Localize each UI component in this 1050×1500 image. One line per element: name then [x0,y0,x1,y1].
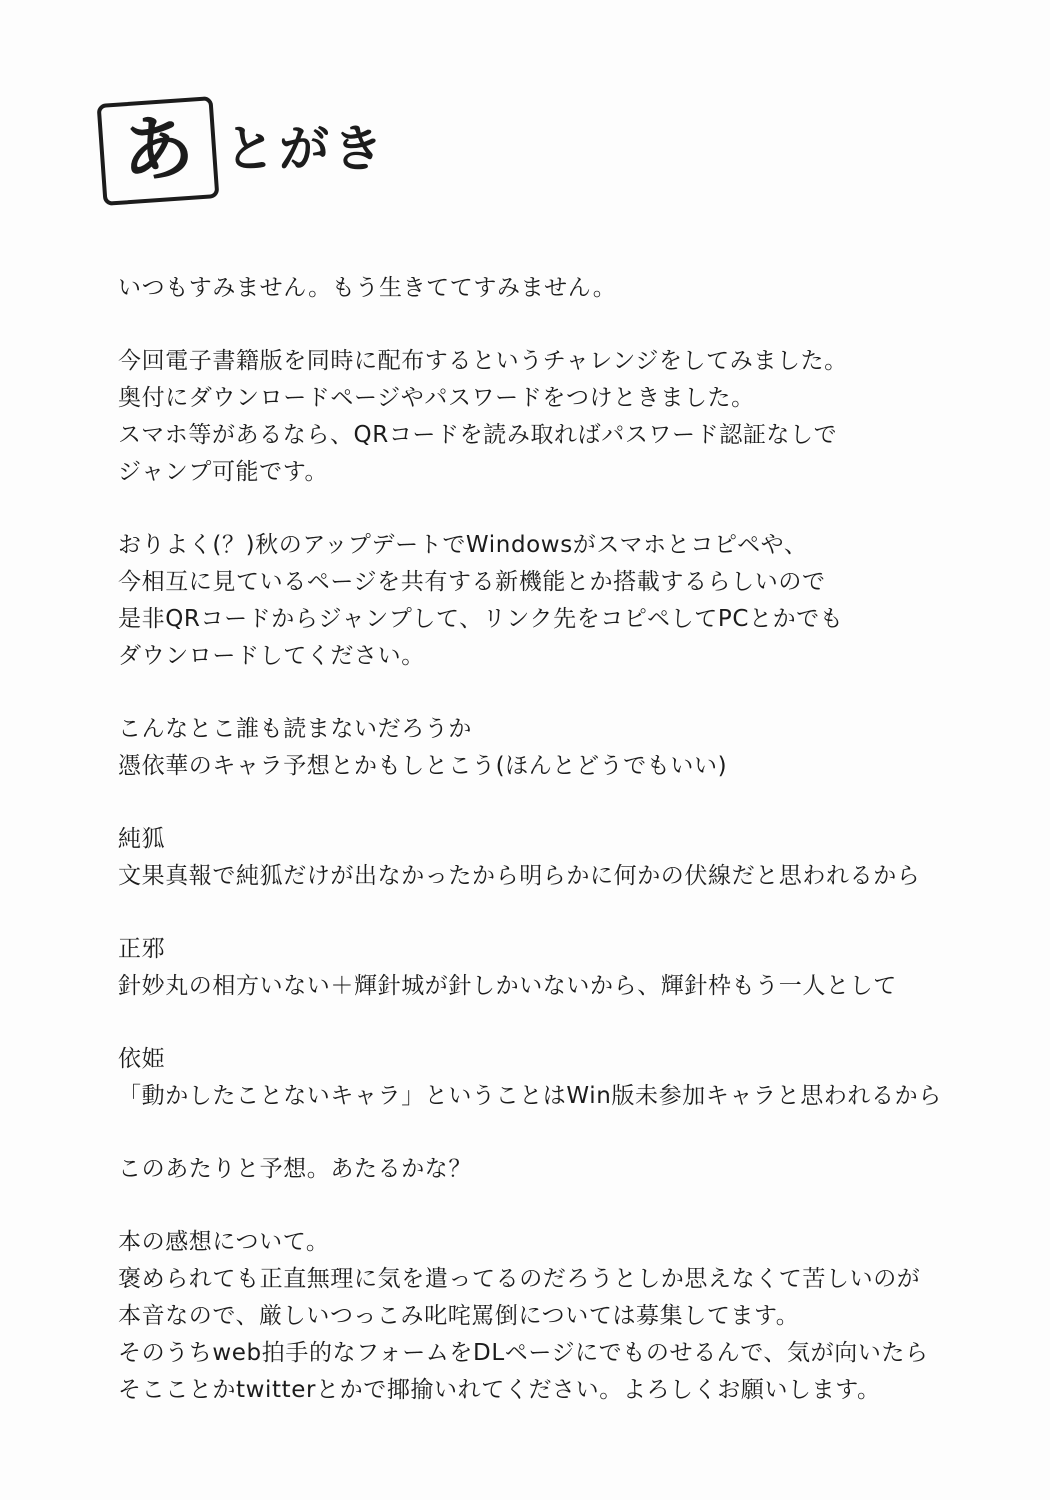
text-line: 奥付にダウンロードページやパスワードをつけときました。 [118,385,755,411]
text-line: そのうちweb拍手的なフォームをDLページにでものせるんで、気が向いたら [118,1340,929,1366]
paragraph [118,1224,998,1409]
paragraph [118,1151,998,1188]
text-line: 本の感想について。 [118,1229,330,1255]
paragraph [118,1041,998,1115]
title-first-char: あ [119,104,197,194]
paragraph [118,527,998,675]
paragraph [118,270,998,307]
text-line: 今相互に見ているページを共有する新機能とか搭載するらしいので [118,569,826,595]
text-line: ダウンロードしてください。 [118,643,425,669]
character-name: 依姫 [118,1046,166,1072]
text-line: 是非QRコードからジャンプして、リンク先をコピペしてPCとかでも [118,606,844,632]
text-line: そこことかtwitterとかで揶揄いれてください。よろしくお願いします。 [118,1377,881,1403]
paragraph [118,821,998,895]
text-line: 文果真報で純狐だけが出なかったから明らかに何かの伏線だと思われるから [118,863,921,889]
text-line: こんなとこ誰も読まないだろうか [118,716,472,742]
text-line: おりよく(？)秋のアップデートでWindowsがスマホとコピペや、 [118,532,808,558]
text-line: 針妙丸の相方いない＋輝針城が針しかいないから、輝針枠もう一人として [118,973,897,999]
text-line: スマホ等があるなら、QRコードを読み取ればパスワード認証なしで [118,422,838,448]
character-name: 純狐 [118,826,166,852]
text-line: 本音なので、厳しいつっこみ叱咤罵倒については募集してます。 [118,1303,800,1329]
text-line: 憑依華のキャラ予想とかもしとこう(ほんとどうでもいい) [118,753,728,779]
character-name: 正邪 [118,936,166,962]
title-boxed-character [97,96,220,206]
text-line: 「動かしたことないキャラ」ということはWin版未参加キャラと思われるから [118,1083,942,1109]
text-line: このあたりと予想。あたるかな？ [118,1156,472,1182]
title-rest: とがき [225,120,387,178]
paragraph [118,343,998,491]
paragraph [118,931,998,1005]
afterword-body [118,270,998,1445]
text-line: ジャンプ可能です。 [118,459,329,485]
paragraph [118,711,998,785]
text-line: 褒められても正直無理に気を遣ってるのだろうとしか思えなくて苦しいのが [118,1266,921,1292]
text-line: 今回電子書籍版を同時に配布するというチャレンジをしてみました。 [118,348,848,374]
text-line: いつもすみません。もう生きててすみません。 [118,275,617,301]
